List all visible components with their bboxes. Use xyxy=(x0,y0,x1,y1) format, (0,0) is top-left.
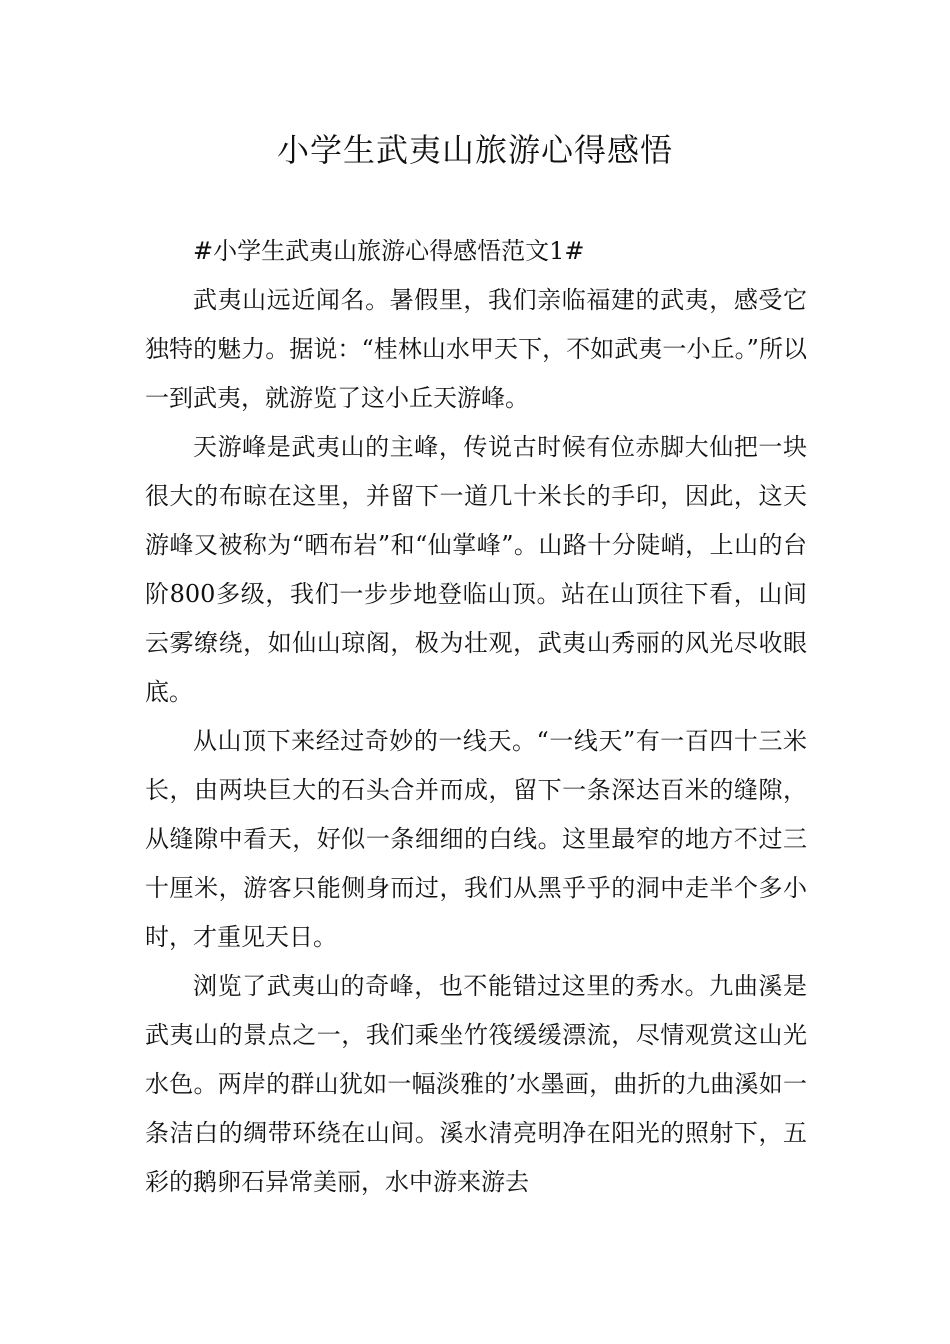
paragraph-intro: 武夷山远近闻名。暑假里，我们亲临福建的武夷，感受它独特的魅力。据说：“桂林山水甲天下，不如武夷一小丘。”所以一到武夷，就游览了这小丘天游峰。 xyxy=(145,286,807,412)
paragraph-heading: #小学生武夷山旅游心得感悟范文1# xyxy=(193,237,585,265)
document-title: 小学生武夷山旅游心得感悟 xyxy=(276,131,673,169)
paragraph-tianyou-peak: 天游峰是武夷山的主峰，传说古时候有位赤脚大仙把一块很大的布晾在这里，并留下一道几十米长的手印，因此，这天游峰又被称为“晒布岩”和“仙掌峰”。山路十分陡峭，上山的台阶800多级，我们一步步地登临山顶。站在山顶往下看，山间云雾缭绕，如仙山琼阁，极为壮观，武夷山秀丽的风光尽收眼底。 xyxy=(145,433,807,706)
paragraph-yixiantian: 从山顶下来经过奇妙的一线天。“一线天”有一百四十三米长，由两块巨大的石头合并而成，留下一条深达百米的缝隙，从缝隙中看天，好似一条细细的白线。这里最窄的地方不过三十厘米，游客只能侧身而过，我们从黑乎乎的洞中走半个多小时，才重见天日。 xyxy=(145,727,807,951)
paragraph-jiuqu-stream: 浏览了武夷山的奇峰，也不能错过这里的秀水。九曲溪是武夷山的景点之一，我们乘坐竹筏缓缓漂流，尽情观赏这山光水色。两岸的群山犹如一幅淡雅的’水墨画，曲折的九曲溪如一条洁白的绸带环绕在山间。溪水清亮明净在阳光的照射下，五彩的鹅卵石异常美丽，水中游来游去 xyxy=(145,972,807,1196)
document-body xyxy=(145,227,807,1207)
